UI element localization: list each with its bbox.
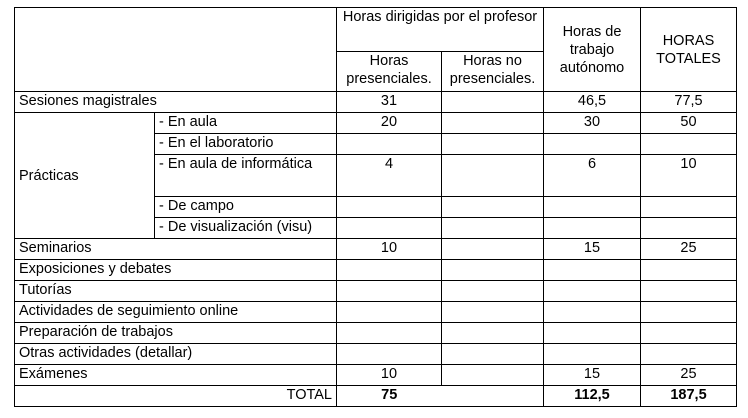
cell-no-presenciales [442,239,544,260]
cell-no-presenciales [442,260,544,281]
row-label: Exposiciones y debates [15,260,337,281]
table-row-tutorias [15,281,737,302]
header-no-presenciales: Horas no presenciales. [442,52,544,92]
header-dirigidas: Horas dirigidas por el profesor [337,8,544,52]
table-row-exposiciones [15,260,737,281]
cell-autonomo [544,134,641,155]
header-presenciales: Horas presenciales. [337,52,442,92]
cell-autonomo [544,344,641,365]
cell-totales [641,344,737,365]
cell-presenciales [337,302,442,323]
cell-no-presenciales [442,323,544,344]
row-label: Sesiones magistrales [15,92,337,113]
table-row-seminarios [15,239,737,260]
row-label: - En aula [155,113,337,134]
header-totales: HORAS TOTALES [641,8,737,92]
cell-totales [641,218,737,239]
cell-totales [641,281,737,302]
cell-no-presenciales [442,113,544,134]
cell-totales [641,302,737,323]
cell-autonomo [544,197,641,218]
table-row-preparacion [15,323,737,344]
total-autonomo: 112,5 [544,386,641,407]
cell-autonomo: 46,5 [544,92,641,113]
cell-totales: 50 [641,113,737,134]
cell-no-presenciales [442,365,544,386]
total-no-presenciales [442,386,544,407]
hours-distribution-table [14,7,737,407]
header-empty-cell [15,8,337,92]
table-row-online [15,302,737,323]
practicas-label: Prácticas [15,113,155,239]
cell-totales: 25 [641,239,737,260]
cell-totales [641,323,737,344]
cell-autonomo: 30 [544,113,641,134]
cell-autonomo: 15 [544,365,641,386]
cell-totales [641,260,737,281]
row-label: - De visualización (visu) [155,218,337,239]
cell-totales: 10 [641,155,737,197]
table-row-examenes [15,365,737,386]
row-label: - En aula de informática [155,155,337,197]
cell-totales: 25 [641,365,737,386]
table-row-sesiones [15,92,737,113]
cell-no-presenciales [442,281,544,302]
cell-presenciales [337,134,442,155]
cell-presenciales: 10 [337,239,442,260]
cell-autonomo [544,302,641,323]
cell-totales [641,134,737,155]
total-totales: 187,5 [641,386,737,407]
cell-presenciales: 10 [337,365,442,386]
cell-presenciales [337,260,442,281]
cell-presenciales: 31 [337,92,442,113]
cell-no-presenciales [442,344,544,365]
table-row-otras [15,344,737,365]
cell-autonomo [544,218,641,239]
row-label: Preparación de trabajos [15,323,337,344]
cell-presenciales: 20 [337,113,442,134]
cell-totales: 77,5 [641,92,737,113]
cell-no-presenciales [442,218,544,239]
total-presenciales: 75 [337,386,442,407]
row-label: - En el laboratorio [155,134,337,155]
cell-no-presenciales [442,155,544,197]
row-label: Tutorías [15,281,337,302]
table-row-en-aula [15,113,737,134]
cell-autonomo: 15 [544,239,641,260]
total-label: TOTAL [15,386,337,407]
row-label: Actividades de seguimiento online [15,302,337,323]
cell-autonomo: 6 [544,155,641,197]
row-label: - De campo [155,197,337,218]
table-row-total [15,386,737,407]
cell-no-presenciales [442,134,544,155]
cell-no-presenciales [442,92,544,113]
cell-presenciales: 4 [337,155,442,197]
cell-presenciales [337,218,442,239]
row-label: Exámenes [15,365,337,386]
cell-presenciales [337,197,442,218]
header-autonomo: Horas de trabajo autónomo [544,8,641,92]
cell-autonomo [544,281,641,302]
cell-no-presenciales [442,302,544,323]
cell-autonomo [544,260,641,281]
cell-presenciales [337,323,442,344]
cell-autonomo [544,323,641,344]
cell-presenciales [337,344,442,365]
row-label: Seminarios [15,239,337,260]
row-label: Otras actividades (detallar) [15,344,337,365]
cell-totales [641,197,737,218]
cell-no-presenciales [442,197,544,218]
cell-presenciales [337,281,442,302]
